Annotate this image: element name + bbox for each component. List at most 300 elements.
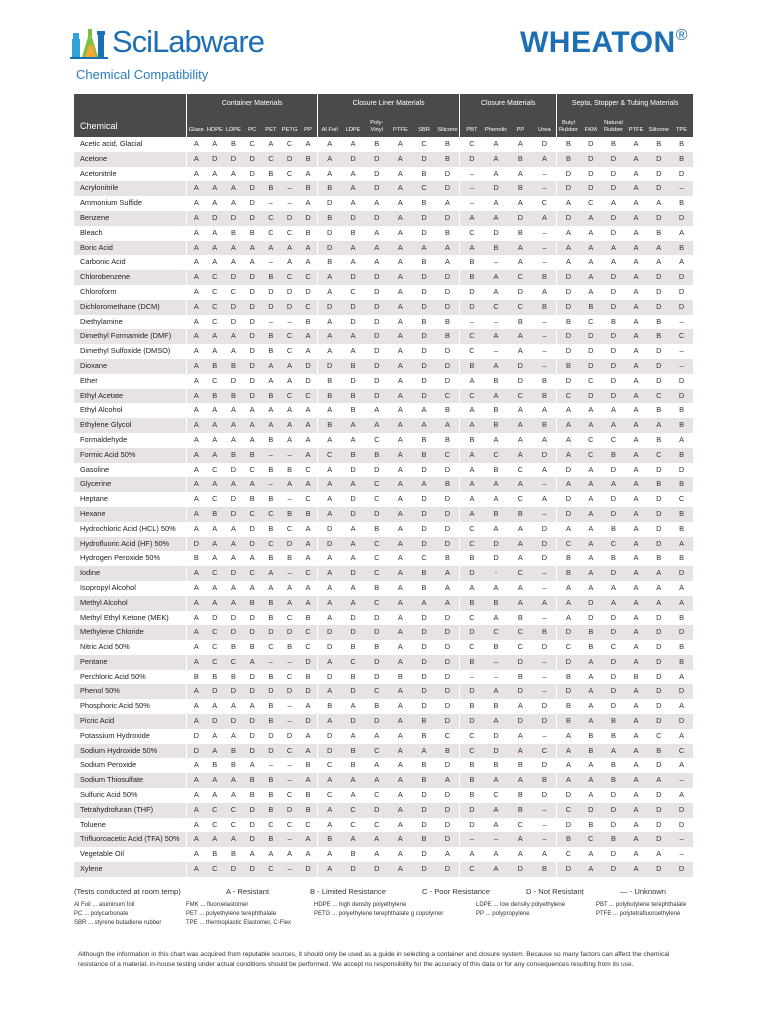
rating-cell: C <box>280 744 299 759</box>
table-row <box>74 507 693 522</box>
chemical-name: Ammonium Sulfide <box>80 198 143 208</box>
rating-cell: D <box>647 832 670 847</box>
rating-cell: D <box>249 286 255 296</box>
rating-cell: A <box>493 168 499 178</box>
rating-cell: C <box>460 522 484 537</box>
rating-cell: C <box>588 375 594 385</box>
rating-cell: C <box>318 448 342 463</box>
rating-cell: D <box>557 270 580 285</box>
rating-cell: D <box>365 389 389 404</box>
rating-cell: A <box>580 537 603 552</box>
rating-cell: A <box>249 849 255 859</box>
rating-cell: A <box>305 139 311 148</box>
rating-cell: A <box>557 581 580 596</box>
rating-cell: D <box>374 375 380 385</box>
rating-cell: B <box>421 730 427 740</box>
rating-cell: C <box>460 744 484 759</box>
rating-cell: A <box>230 434 236 444</box>
wheaton-wordmark: WHEATON <box>519 26 676 59</box>
rating-cell: A <box>625 181 648 196</box>
column-header-container: PET <box>262 112 281 137</box>
rating-cell: B <box>230 642 236 652</box>
rating-cell: C <box>374 790 380 800</box>
rating-cell: D <box>541 790 548 800</box>
rating-cell: A <box>374 198 380 208</box>
rating-cell: A <box>541 849 547 859</box>
rating-cell: – <box>262 655 281 670</box>
rating-cell: D <box>444 701 451 711</box>
rating-cell: D <box>365 803 389 818</box>
disclaimer-text: Although the information in this chart was acquired from reputable sources, it should only be used as a guide in selecting a container and closure system. Because so many factors can affect the chemical resistance of a material, in-house testing under actual conditions should be performed. We accept no responsibility for the accuracy of this data or for any consequences resulting from its use. <box>78 951 670 968</box>
rating-cell: B <box>508 152 532 167</box>
rating-cell: B <box>350 671 356 681</box>
group-header-liner: Closure Liner Materials <box>318 94 460 112</box>
rating-cell: B <box>421 168 427 178</box>
chemical-name: Sodium Peroxide <box>80 760 137 770</box>
rating-cell: B <box>460 359 484 374</box>
table-row <box>74 611 693 626</box>
rating-cell: D <box>533 537 557 552</box>
rating-cell: A <box>230 346 236 356</box>
rating-cell: B <box>611 139 616 148</box>
rating-cell: D <box>341 152 365 167</box>
rating-cell: A <box>625 655 648 670</box>
rating-cell: A <box>287 582 293 592</box>
rating-cell: D <box>436 803 460 818</box>
rating-cell: D <box>610 612 617 622</box>
rating-cell: – <box>280 181 299 196</box>
rating-cell: B <box>484 596 508 611</box>
rating-cell: A <box>212 730 218 740</box>
rating-cell: A <box>611 405 616 415</box>
rating-cell: A <box>249 257 255 267</box>
rating-cell: C <box>299 389 318 404</box>
rating-cell: A <box>633 730 639 740</box>
rating-cell: A <box>305 434 311 444</box>
rating-cell: A <box>187 389 206 404</box>
rating-cell: D <box>412 152 436 167</box>
rating-cell: D <box>610 227 617 237</box>
rating-cell: D <box>436 537 460 552</box>
chemical-name: Chlorobenzene <box>74 270 187 285</box>
rating-cell: B <box>460 255 484 270</box>
rating-cell: B <box>412 566 436 581</box>
rating-cell: C <box>350 286 356 296</box>
rating-cell: D <box>610 375 617 385</box>
rating-cell: C <box>460 137 484 152</box>
chemical-name: Heptane <box>80 494 108 504</box>
rating-cell: A <box>633 849 639 859</box>
rating-cell: B <box>517 671 523 681</box>
rating-cell: A <box>374 227 380 237</box>
rating-cell: C <box>436 448 460 463</box>
rating-cell: A <box>412 596 436 611</box>
table-row <box>74 537 693 552</box>
rating-cell: A <box>365 241 389 256</box>
rating-cell: D <box>588 346 594 356</box>
rating-cell: B <box>262 596 281 611</box>
rating-cell: – <box>542 819 547 829</box>
rating-cell: D <box>421 790 427 800</box>
rating-cell: B <box>602 773 625 788</box>
rating-cell: A <box>484 211 508 226</box>
rating-cell: C <box>341 655 365 670</box>
rating-cell: A <box>588 523 594 533</box>
rating-cell: A <box>230 168 236 178</box>
rating-cell: – <box>287 701 292 711</box>
rating-cell: A <box>647 418 670 433</box>
rating-cell: A <box>460 847 484 862</box>
rating-cell: C <box>212 286 218 296</box>
rating-cell: A <box>647 566 670 581</box>
rating-cell: B <box>412 714 436 729</box>
rating-cell: D <box>318 359 342 374</box>
rating-cell: – <box>542 730 547 740</box>
rating-cell: A <box>318 315 342 330</box>
table-row <box>74 832 693 847</box>
rating-cell: C <box>557 803 580 818</box>
rating-cell: A <box>397 553 403 563</box>
rating-cell: A <box>389 803 413 818</box>
rating-cell: B <box>557 315 580 330</box>
chemical-name: Nitric Acid 50% <box>80 642 130 652</box>
rating-cell: A <box>633 582 639 592</box>
rating-cell: – <box>280 832 299 847</box>
rating-cell: D <box>460 714 484 729</box>
rating-cell: D <box>588 139 594 148</box>
chemical-name: Trifluoroacetic Acid (TFA) 50% <box>74 832 187 847</box>
rating-cell: A <box>249 553 255 563</box>
chemical-name: Ethyl Acetate <box>74 389 187 404</box>
rating-cell: A <box>299 744 318 759</box>
table-row <box>74 714 693 729</box>
rating-cell: A <box>350 139 356 148</box>
rating-cell: A <box>625 566 648 581</box>
rating-cell: A <box>397 316 403 326</box>
rating-cell: D <box>602 329 625 344</box>
rating-cell: D <box>580 596 603 611</box>
rating-cell: B <box>243 596 262 611</box>
rating-cell: A <box>389 773 413 788</box>
rating-cell: D <box>610 819 617 829</box>
rating-cell: D <box>444 346 451 356</box>
rating-cell: A <box>389 537 413 552</box>
rating-cell: B <box>533 300 557 315</box>
rating-cell: B <box>350 849 356 859</box>
rating-cell: B <box>484 241 508 256</box>
rating-cell: D <box>670 270 693 285</box>
rating-cell: A <box>517 582 523 592</box>
abbreviation: PTFE ... polytetrafluoroethylene <box>596 911 681 917</box>
rating-cell: B <box>508 181 532 196</box>
chemical-name: Ethyl Alcohol <box>80 405 123 415</box>
rating-cell: D <box>678 168 685 178</box>
chemical-name: Tetrahydrofuran (THF) <box>74 803 187 818</box>
rating-cell: A <box>187 492 206 507</box>
rating-cell: D <box>670 389 693 404</box>
rating-cell: B <box>299 507 318 522</box>
rating-cell: A <box>318 862 342 877</box>
table-row <box>74 551 693 566</box>
rating-cell: – <box>533 566 557 581</box>
rating-cell: A <box>460 507 484 522</box>
rating-cell: – <box>268 760 273 770</box>
rating-cell: A <box>412 744 436 759</box>
chemical-name: Sodium Thiosulfate <box>74 773 187 788</box>
rating-cell: D <box>460 684 484 699</box>
rating-cell: A <box>187 803 206 818</box>
rating-cell: D <box>205 152 224 167</box>
rating-cell: D <box>249 523 255 533</box>
rating-cell: A <box>588 464 594 474</box>
column-header-container: HDPE <box>205 112 224 137</box>
chemical-name: Dimethyl Sulfoxide (DMSO) <box>80 346 171 356</box>
rating-cell: A <box>493 819 499 829</box>
rating-cell: C <box>243 566 262 581</box>
rating-cell: B <box>588 819 594 829</box>
rating-cell: B <box>557 566 580 581</box>
rating-cell: A <box>212 405 218 415</box>
rating-cell: A <box>602 596 625 611</box>
rating-cell: C <box>517 642 524 652</box>
abbreviation: PETG ... polyethylene terephthalate g copolymer <box>314 911 444 917</box>
rating-cell: A <box>350 434 356 444</box>
rating-cell: D <box>508 862 532 877</box>
rating-cell: D <box>670 714 693 729</box>
rating-cell: A <box>212 523 218 533</box>
rating-cell: D <box>436 625 460 640</box>
rating-cell: C <box>656 730 662 740</box>
rating-cell: A <box>508 418 532 433</box>
rating-cell: A <box>262 566 281 581</box>
rating-cell: D <box>533 714 557 729</box>
chemical-name: Vegetable Oil <box>80 849 124 859</box>
chemical-name: Hydrogen Peroxide 50% <box>80 553 161 563</box>
rating-cell: B <box>493 760 499 770</box>
rating-cell: D <box>421 286 427 296</box>
rating-cell: A <box>421 405 427 415</box>
rating-cell: D <box>205 684 224 699</box>
rating-cell: A <box>389 625 413 640</box>
rating-cell: C <box>299 300 318 315</box>
rating-cell: D <box>541 760 548 770</box>
rating-cell: A <box>187 374 206 389</box>
table-row <box>74 270 693 285</box>
rating-cell: D <box>243 181 262 196</box>
rating-cell: C <box>610 642 617 652</box>
rating-cell: D <box>656 790 662 800</box>
chemical-name: Methyl Ethyl Ketone (MEK) <box>80 612 169 622</box>
rating-cell: A <box>318 611 342 626</box>
rating-cell: C <box>444 730 451 740</box>
rating-cell: D <box>249 819 255 829</box>
rating-cell: – <box>280 862 299 877</box>
table-row <box>74 344 693 359</box>
rating-cell: B <box>341 359 365 374</box>
rating-cell: B <box>299 181 318 196</box>
rating-cell: B <box>436 329 460 344</box>
rating-cell: A <box>299 329 318 344</box>
rating-cell: A <box>224 832 243 847</box>
rating-cell: C <box>374 553 380 563</box>
rating-cell: D <box>249 671 255 681</box>
rating-cell: A <box>389 477 413 492</box>
rating-cell: D <box>187 537 206 552</box>
rating-cell: C <box>286 819 293 829</box>
rating-cell: D <box>341 211 365 226</box>
rating-cell: A <box>341 329 365 344</box>
rating-cell: A <box>365 832 389 847</box>
rating-cell: B <box>230 671 236 681</box>
rating-cell: C <box>305 819 311 829</box>
rating-cell: A <box>230 790 236 800</box>
rating-cell: – <box>542 316 547 326</box>
rating-cell: A <box>580 241 603 256</box>
rating-cell: D <box>557 463 580 478</box>
rating-cell: C <box>205 655 224 670</box>
rating-cell: C <box>280 329 299 344</box>
rating-cell: D <box>224 211 243 226</box>
rating-cell: D <box>484 744 508 759</box>
rating-cell: A <box>318 773 342 788</box>
rating-cell: B <box>268 434 274 444</box>
rating-cell: D <box>421 227 427 237</box>
rating-cell: C <box>262 537 281 552</box>
rating-cell: C <box>230 286 237 296</box>
rating-cell: B <box>230 227 236 237</box>
abbreviation: TPE ... thermoplastic Elastomer, C-Flex <box>186 920 292 926</box>
rating-cell: B <box>262 832 281 847</box>
rating-cell: D <box>374 286 380 296</box>
rating-cell: C <box>212 819 218 829</box>
rating-cell: D <box>517 375 524 385</box>
rating-cell: D <box>243 359 262 374</box>
rating-cell: A <box>318 329 342 344</box>
rating-cell: A <box>625 773 648 788</box>
rating-cell: A <box>350 701 356 711</box>
rating-cell: – <box>268 316 273 326</box>
rating-cell: D <box>656 346 662 356</box>
rating-cell: D <box>647 181 670 196</box>
rating-cell: C <box>249 464 255 474</box>
rating-cell: A <box>318 714 342 729</box>
legend-not-resistant: D - Not Resistant <box>526 887 584 896</box>
rating-cell: C <box>484 300 508 315</box>
rating-cell: A <box>187 684 206 699</box>
rating-cell: D <box>412 329 436 344</box>
rating-cell: D <box>249 168 255 178</box>
rating-cell: B <box>262 329 281 344</box>
rating-cell: B <box>602 714 625 729</box>
rating-cell: A <box>625 596 648 611</box>
rating-cell: A <box>460 448 484 463</box>
rating-cell: – <box>533 181 557 196</box>
rating-cell: D <box>602 566 625 581</box>
rating-cell: C <box>305 494 311 504</box>
table-row <box>74 433 693 448</box>
rating-cell: D <box>243 744 262 759</box>
rating-cell: A <box>625 211 648 226</box>
rating-cell: B <box>374 701 380 711</box>
rating-cell: D <box>460 285 484 300</box>
rating-cell: C <box>557 537 580 552</box>
rating-cell: A <box>187 285 206 300</box>
rating-cell: A <box>224 477 243 492</box>
rating-cell: B <box>268 671 274 681</box>
rating-cell: D <box>224 566 243 581</box>
chemical-name: Diethylamine <box>80 316 123 326</box>
rating-cell: D <box>318 300 342 315</box>
rating-cell: A <box>633 346 639 356</box>
rating-cell: A <box>397 434 403 444</box>
rating-cell: A <box>187 241 206 256</box>
rating-cell: A <box>679 671 684 681</box>
rating-cell: D <box>230 464 237 474</box>
rating-cell: A <box>224 329 243 344</box>
rating-cell: A <box>580 477 603 492</box>
rating-cell: B <box>341 389 365 404</box>
rating-cell: B <box>517 760 523 770</box>
abbreviation: LDPE ... low density polyethylene <box>476 902 566 908</box>
rating-cell: D <box>421 701 427 711</box>
rating-cell: B <box>268 346 274 356</box>
rating-cell: A <box>187 152 206 167</box>
rating-cell: D <box>299 359 318 374</box>
rating-cell: D <box>262 300 281 315</box>
chemical-name: Acetone <box>74 152 187 167</box>
rating-cell: A <box>517 257 523 267</box>
table-row <box>74 699 693 714</box>
rating-cell: B <box>656 227 662 237</box>
rating-cell: A <box>305 405 311 415</box>
rating-cell: B <box>374 139 380 148</box>
rating-cell: A <box>517 730 523 740</box>
rating-cell: A <box>397 286 403 296</box>
rating-cell: A <box>397 139 403 148</box>
rating-cell: A <box>187 433 206 448</box>
chemical-name: Hexane <box>74 507 187 522</box>
rating-cell: C <box>280 270 299 285</box>
rating-cell: C <box>224 655 243 670</box>
rating-cell: D <box>421 346 427 356</box>
rating-cell: D <box>557 167 580 182</box>
rating-cell: A <box>268 582 274 592</box>
rating-cell: D <box>670 300 693 315</box>
rating-cell: A <box>625 714 648 729</box>
table-row <box>74 596 693 611</box>
rating-cell: B <box>230 760 236 770</box>
rating-cell: D <box>610 849 617 859</box>
rating-cell: B <box>341 448 365 463</box>
rating-cell: A <box>588 760 594 770</box>
rating-cell: C <box>262 211 281 226</box>
chemical-name: Potassium Hydroxide <box>80 730 150 740</box>
rating-cell: A <box>397 523 403 533</box>
rating-cell: D <box>602 359 625 374</box>
rating-cell: D <box>656 375 662 385</box>
rating-cell: – <box>460 167 484 182</box>
rating-cell: A <box>212 227 218 237</box>
column-header-septa: Natural Rubber <box>602 112 625 137</box>
rating-cell: A <box>679 730 684 740</box>
rating-cell: A <box>633 316 639 326</box>
rating-cell: A <box>436 241 460 256</box>
rating-cell: B <box>268 790 274 800</box>
rating-cell: A <box>656 849 662 859</box>
rating-cell: D <box>580 803 603 818</box>
rating-cell: – <box>493 257 499 267</box>
rating-cell: A <box>230 730 236 740</box>
